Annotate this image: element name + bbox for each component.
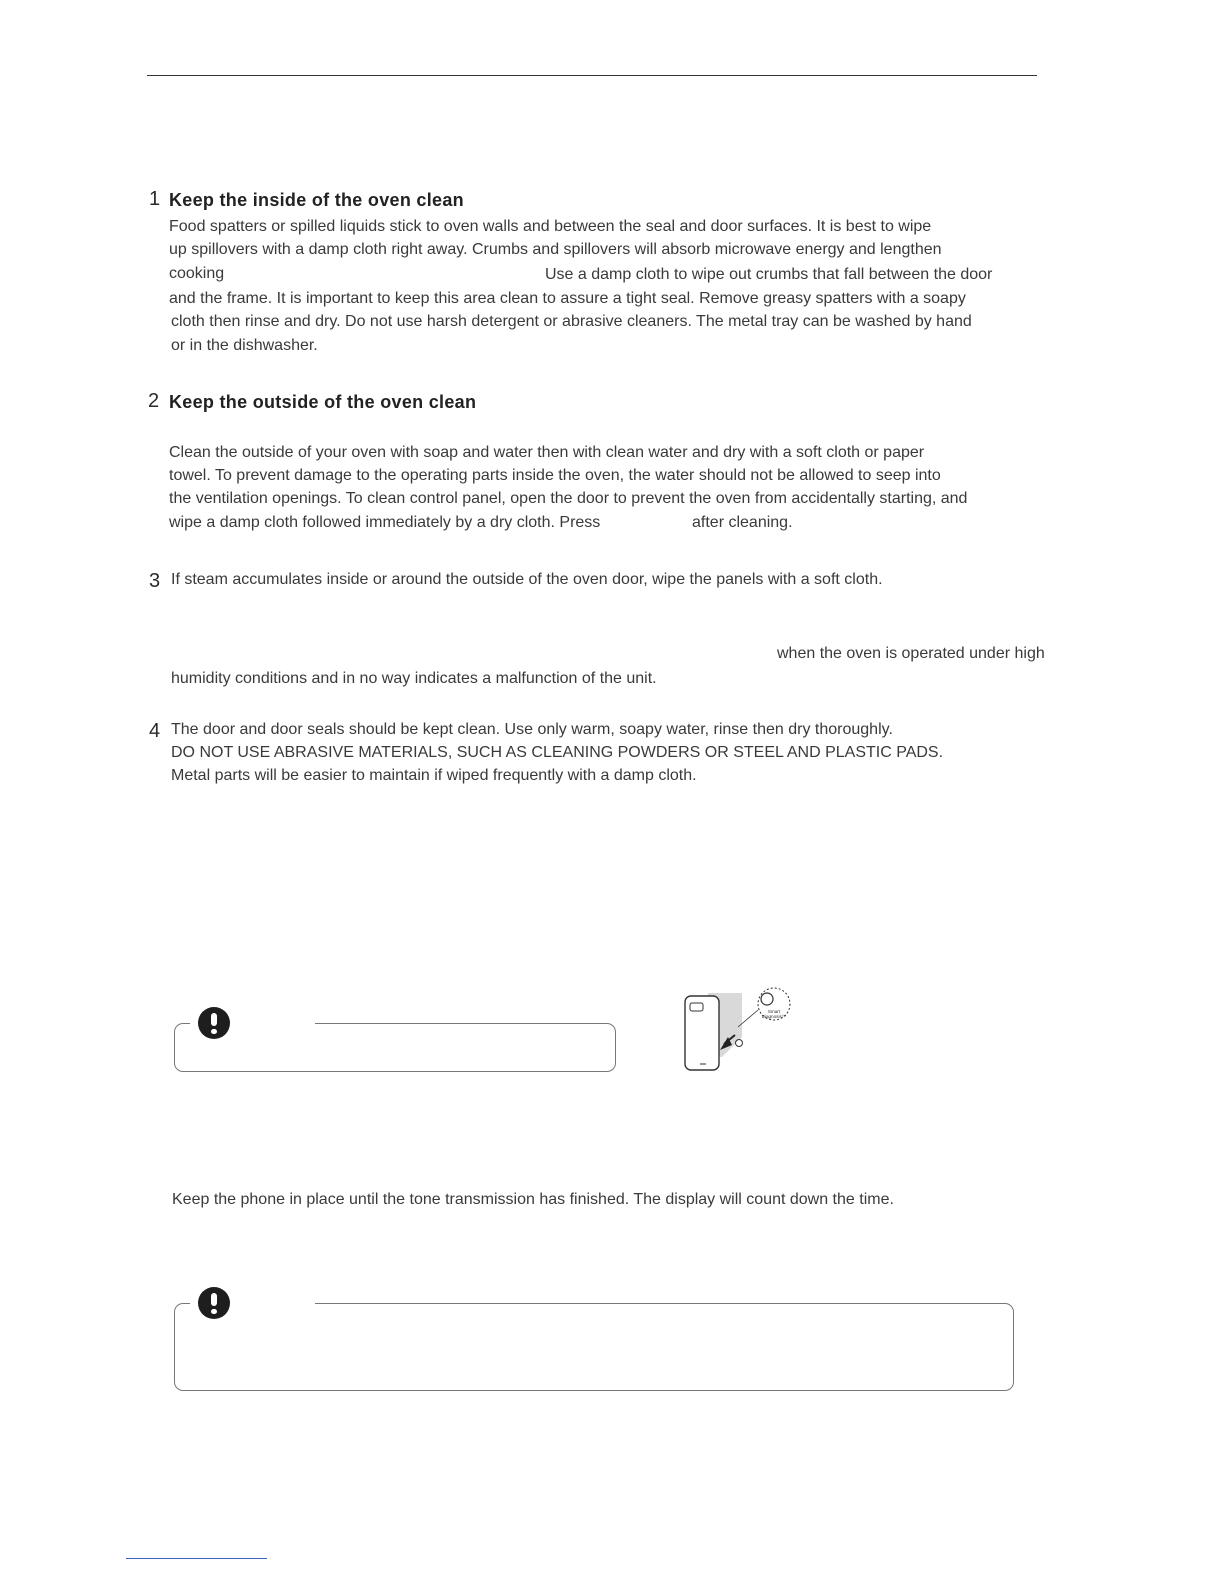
step-1-line: cooking xyxy=(169,265,225,282)
note-icon xyxy=(198,1287,230,1319)
diagnosis-text: Keep the phone in place until the tone transmission has finished. The display will count down the time. xyxy=(172,1191,894,1208)
step-1-line: or in the dishwasher. xyxy=(171,337,318,354)
step-2-line: Clean the outside of your oven with soap and water then with clean water and dry with a soft cloth or paper xyxy=(169,444,925,461)
step-3-number: 3 xyxy=(149,570,161,592)
step-1-heading: Keep the inside of the oven clean xyxy=(169,190,464,210)
step-2-line: wipe a damp cloth followed immediately by a dry cloth. Press xyxy=(169,514,601,531)
step-1-line: up spillovers with a damp cloth right away. Crumbs and spillovers will absorb microwave energy and lengthen xyxy=(169,241,942,258)
callout-label: Diagnosis™ xyxy=(761,1014,787,1019)
step-1-number: 1 xyxy=(149,188,161,210)
step-3-line: If steam accumulates inside or around the outside of the oven door, wipe the panels with a soft cloth. xyxy=(171,571,883,588)
note-box xyxy=(174,1303,1014,1391)
step-2-line: after cleaning. xyxy=(692,514,793,531)
step-3-line: when the oven is operated under high xyxy=(777,645,1045,662)
step-3-line: humidity conditions and in no way indicates a malfunction of the unit. xyxy=(171,670,657,687)
callout-label: Smart xyxy=(767,1009,781,1014)
step-4-number: 4 xyxy=(149,720,161,742)
step-4-line: DO NOT USE ABRASIVE MATERIALS, SUCH AS CLEANING POWDERS OR STEEL AND PLASTIC PADS. xyxy=(171,744,944,761)
step-1-line: and the frame. It is important to keep this area clean to assure a tight seal. Remove greasy spatters with a soapy xyxy=(169,290,966,307)
step-2-number: 2 xyxy=(148,390,160,412)
smart-diagnosis-illustration xyxy=(680,985,795,1075)
step-4-line: Metal parts will be easier to maintain if wiped frequently with a damp cloth. xyxy=(171,767,697,784)
note-icon xyxy=(198,1007,230,1039)
step-1-line: cloth then rinse and dry. Do not use harsh detergent or abrasive cleaners. The metal tray can be washed by hand xyxy=(171,313,972,330)
step-2-line: the ventilation openings. To clean control panel, open the door to prevent the oven from accidentally starting, and xyxy=(169,490,968,507)
step-2-heading: Keep the outside of the oven clean xyxy=(169,392,477,412)
footer-rule xyxy=(126,1558,267,1559)
header-rule xyxy=(147,75,1037,76)
note-box xyxy=(174,1023,616,1072)
step-1-line: Food spatters or spilled liquids stick to oven walls and between the seal and door surfaces. It is best to wipe xyxy=(169,218,932,235)
small-button-icon xyxy=(736,1040,743,1047)
step-1-line: Use a damp cloth to wipe out crumbs that fall between the door xyxy=(545,266,993,283)
step-4-line: The door and door seals should be kept clean. Use only warm, soapy water, rinse then dry thoroughly. xyxy=(171,721,893,738)
step-2-line: towel. To prevent damage to the operating parts inside the oven, the water should not be allowed to seep into xyxy=(169,467,941,484)
